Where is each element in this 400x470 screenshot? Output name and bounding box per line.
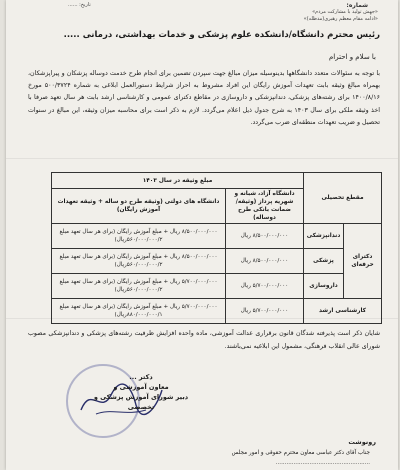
fold-line	[6, 158, 398, 159]
letter-number-label: شماره:	[346, 2, 368, 9]
signatory-title-1: معاون آموزشی و	[113, 383, 169, 391]
letter-page	[6, 0, 398, 470]
signature-block	[81, 372, 201, 412]
free-value-cell: ۸/۵۰۰/۰۰۰/۰۰۰ ریال	[226, 249, 304, 274]
year-header: مبلغ وثیقه در سال ۱۴۰۳	[52, 173, 304, 189]
field-cell: کارشناسی ارشد	[304, 299, 382, 324]
col-free-header: دانشگاه آزاد، شبانه و شهریه پرداز (وثیقه/ضمانت بانکی طرح دوساله)	[226, 189, 304, 224]
field-cell: داروسازی	[304, 274, 344, 299]
letter-date-label: تاریخ: ......	[68, 2, 91, 8]
slogan-line: «جهش تولید با مشارکت مردم»	[312, 9, 378, 15]
field-cell: پزشکی	[304, 249, 344, 274]
letter-body: با توجه به سئوالات متعدد دانشگاهها بدینوسیله میزان مبالغ جهت سپردن تضمین برای انجام طرح خدمت دوساله پزشکان و پیراپزشکان، بهمراه مبالغ وثیقه بابت تعهدات آموزش رایگان این افراد مشروط به احراز شرایط دستورالعمل ابلاغی به شماره ۵۰۰/۳۷۲۴ مورخ ۱۴۰۰/۸/۱۶ برای رشته‌های پزشکی، دندانپزشکی و داروسازی در مقاطع دکترای عمومی و کارشناسی ارشد بابت هر سال تعهد صرفا با اخذ وثیقه ملکی برای سال ۱۴۰۳ به شرح جدول ذیل اعلام می‌گردد. لازم به ذکر است برای محاسبه میزان وثیقه، این مبالغ در سنوات تحصیل و ضریب تعهدات منطقه‌ای ضرب می‌گردد.	[28, 70, 380, 126]
signatory-title-2: دبیر شورای آموزش پزشکی و تخصصی	[93, 393, 189, 411]
cc-line: .....................................................	[275, 460, 370, 466]
recipient-line: رئیس محترم دانشگاه/دانشکده علوم پزشکی و خدمات بهداشتی، درمانی .....	[63, 30, 380, 40]
bail-table	[51, 172, 382, 324]
level-header: مقطع تحصیلی	[304, 173, 382, 224]
group-label: دکترای حرفه‌ای	[344, 224, 382, 299]
cc-line: جناب آقای دکتر عباسی معاون محترم حقوقی و امور مجلس	[231, 450, 370, 456]
free-value-cell: ۵/۷۰۰/۰۰۰/۰۰۰ ریال	[226, 299, 304, 324]
field-cell: دندانپزشکی	[304, 224, 344, 249]
slogan-source: «ادامه مقام معظم رهبری(مدظله)»	[303, 16, 378, 22]
gov-value-cell: ۸/۵۰۰/۰۰۰/۰۰۰ ریال + مبلغ آموزش رایگان (برای هر سال تعهد مبلغ ۵۶۰/۰۰۰/۰۰۰/۲ریال)	[52, 224, 226, 249]
signatory-name: دکتر ...	[129, 373, 153, 381]
gov-value-cell: ۵/۷۰۰/۰۰۰/۰۰۰ ریال + مبلغ آموزش رایگان (برای هر سال تعهد مبلغ ۵۶۰/۰۰۰/۰۰۰/۲ریال)	[52, 274, 226, 299]
greeting: با سلام و احترام	[328, 53, 376, 61]
free-value-cell: ۸/۵۰۰/۰۰۰/۰۰۰ ریال	[226, 224, 304, 249]
col-gov-header: دانشگاه های دولتی (وثیقه طرح دو ساله + وثیقه تعهدات آموزش رایگان)	[52, 189, 226, 224]
footnote: شایان ذکر است پذیرفته شدگان قانون برقراری عدالت آموزشی، ماده واحده افزایش ظرفیت رشته‌های پزشکی و دندانپزشکی مصوب شورای عالی انقلاب فرهنگی، مشمول این ابلاغیه نمی‌باشند.	[28, 330, 380, 350]
gov-value-cell: ۸/۵۰۰/۰۰۰/۰۰۰ ریال + مبلغ آموزش رایگان (برای هر سال تعهد مبلغ ۵۶۰/۰۰۰/۰۰۰/۲ریال)	[52, 249, 226, 274]
cc-title: رونوشت	[348, 438, 376, 446]
gov-value-cell: ۵/۷۰۰/۰۰۰/۰۰۰ ریال + مبلغ آموزش رایگان (برای هر سال تعهد مبلغ ۸۸۰/۰۰۰/۰۰۰/۱ریال)	[52, 299, 226, 324]
free-value-cell: ۵/۷۰۰/۰۰۰/۰۰۰ ریال	[226, 274, 304, 299]
